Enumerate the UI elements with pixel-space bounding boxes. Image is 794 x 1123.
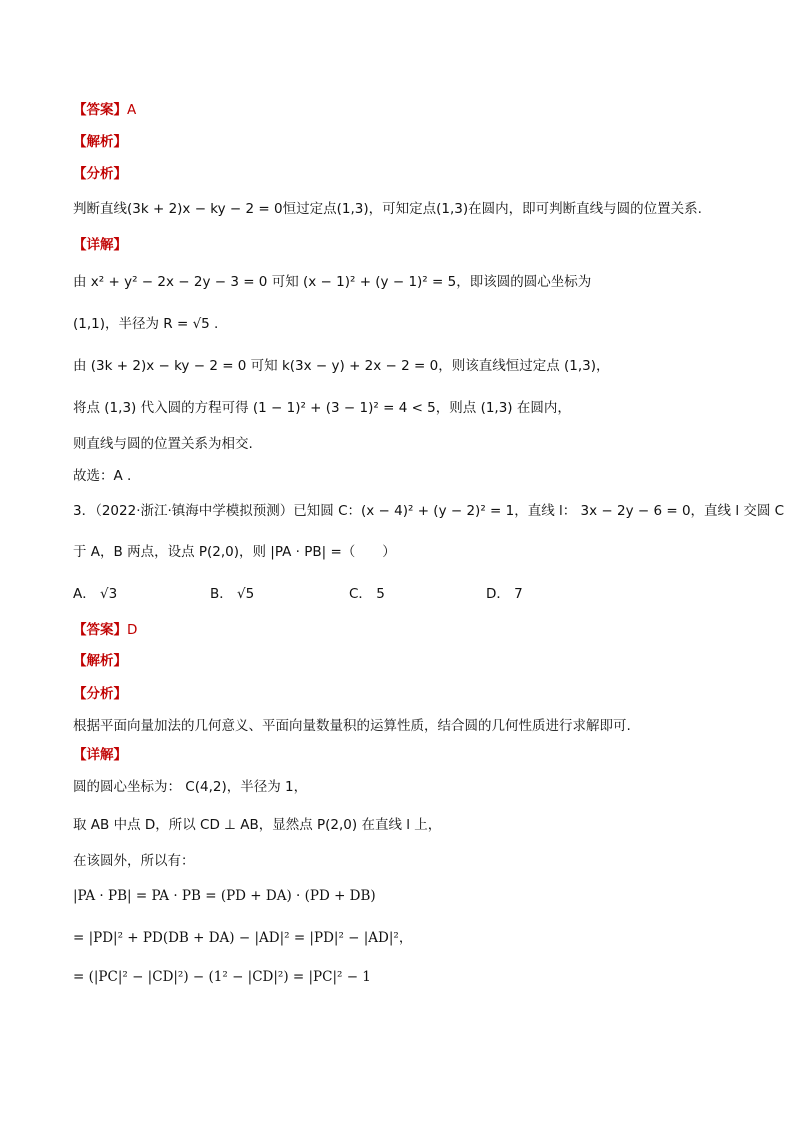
answer-1 xyxy=(73,100,754,120)
detail-tag-1 xyxy=(73,235,754,255)
answer-tag: 【答案】 xyxy=(73,102,127,118)
analysis-tag-1 xyxy=(73,132,754,152)
detail1-line-5: 则直线与圆的位置关系为相交. xyxy=(73,436,253,452)
fenxi-tag-2 xyxy=(73,684,754,704)
detail1-line-1: 由 x² + y² − 2x − 2y − 3 = 0 可知 (x − 1)² + (y − 1)² = 5，即该圆的圆心坐标为 xyxy=(73,274,592,290)
detail-label: 【详解】 xyxy=(73,747,127,763)
question3-line-2: 于 A，B 两点，设点 P(2,0)，则 |PA · PB| =（ ） xyxy=(73,544,396,560)
fenxi-tag-1 xyxy=(73,164,754,184)
option-a: A． √3 xyxy=(73,586,118,602)
detail2-line-4: |PA · PB| = PA · PB = (PD + DA) · (PD + DB) xyxy=(73,888,376,904)
option-c: C． 5 xyxy=(349,586,385,602)
detail2-line-1: 圆的圆心坐标为： C(4,2)，半径为 1， xyxy=(73,779,308,795)
analysis-tag-2 xyxy=(73,651,754,671)
analysis-label: 【解析】 xyxy=(73,134,127,150)
detail1-line-3: 由 (3k + 2)x − ky − 2 = 0 可知 k(3x − y) + 2x − 2 = 0，则该直线恒过定点 (1,3)， xyxy=(73,358,610,374)
fenxi-text-1: 判断直线(3k + 2)x − ky − 2 = 0恒过定点(1,3)，可知定点(1,3)在圆内，即可判断直线与圆的位置关系. xyxy=(73,201,702,217)
detail1-line-4: 将点 (1,3) 代入圆的方程可得 (1 − 1)² + (3 − 1)² = 4 < 5，则点 (1,3) 在圆内， xyxy=(73,400,571,416)
detail2-line-6: = (|PC|² − |CD|²) − (1² − |CD|²) = |PC|² − 1 xyxy=(73,969,371,985)
detail1-line-2: (1,1)，半径为 R = √5 . xyxy=(73,316,219,332)
analysis-label: 【解析】 xyxy=(73,653,127,669)
fenxi-label: 【分析】 xyxy=(73,686,127,702)
option-d: D． 7 xyxy=(486,586,523,602)
detail2-line-5: = |PD|² + PD(DB + DA) − |AD|² = |PD|² − |AD|²， xyxy=(73,930,413,946)
detail-tag-2 xyxy=(73,745,754,765)
detail-label: 【详解】 xyxy=(73,237,127,253)
detail2-line-2: 取 AB 中点 D，所以 CD ⊥ AB，显然点 P(2,0) 在直线 l 上， xyxy=(73,817,442,833)
detail2-line-3: 在该圆外，所以有： xyxy=(73,853,195,869)
answer-tag: 【答案】 xyxy=(73,622,127,638)
answer-2 xyxy=(73,620,754,640)
option-b: B． √5 xyxy=(210,586,255,602)
answer-value: D xyxy=(127,622,138,638)
fenxi-text-2: 根据平面向量加法的几何意义、平面向量数量积的运算性质，结合圆的几何性质进行求解即可. xyxy=(73,718,631,734)
fenxi-label: 【分析】 xyxy=(73,166,127,182)
detail1-line-6: 故选：A . xyxy=(73,468,132,484)
question3-line-1: 3．（2022·浙江·镇海中学模拟预测）已知圆 C：(x − 4)² + (y − 2)² = 1，直线 l： 3x − 2y − 6 = 0，直线 l 交圆 C xyxy=(73,503,785,519)
answer-value: A xyxy=(127,102,137,118)
